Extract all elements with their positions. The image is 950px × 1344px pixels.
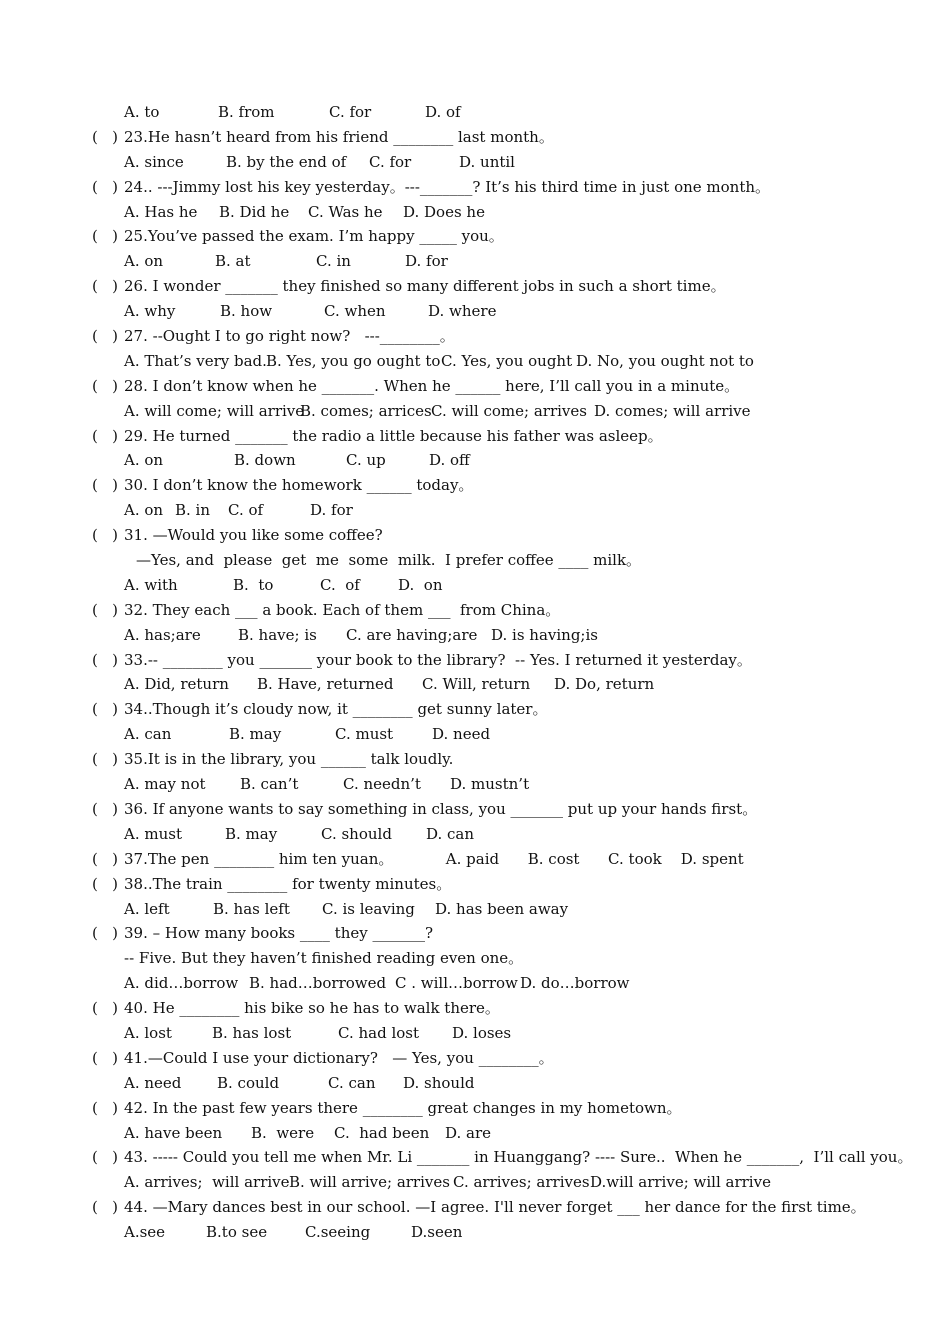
answer-option: C. is leaving [322,899,415,918]
answer-option: A. did…borrow [124,974,239,993]
answer-option: C. had lost [338,1023,420,1042]
question-line [92,1145,912,1170]
options-line [92,1071,912,1096]
question-text: 30. I don’t know the homework ______ today。 [124,476,474,495]
question-text: 44. —Mary dances best in our school. —I agree. I'll never forget ___ her dance for the first time。 [124,1198,866,1217]
answer-blank: ( ) [92,924,119,943]
options-line [92,1121,912,1146]
options-line [92,772,912,797]
answer-option: B. had…borrowed [249,974,387,993]
question-text: 26. I wonder _______ they finished so many different jobs in such a short time。 [124,277,726,296]
answer-option: C. arrives; arrives [453,1173,590,1192]
options-line [92,573,912,598]
answer-option: C. needn’t [343,775,421,794]
answer-option: A.see [124,1223,166,1242]
answer-option: A. on [124,451,164,470]
question-text: 27. --Ought I to go right now? ---________。 [124,327,455,346]
answer-blank: ( ) [92,1048,119,1067]
answer-option: B.to see [206,1223,268,1242]
answer-option: C. are having;are [346,625,478,644]
answer-option: D. are [445,1123,492,1142]
answer-option: A. to [124,103,160,121]
question-line [92,1046,912,1071]
options-line [92,1021,912,1046]
answer-blank: ( ) [92,849,119,868]
options-line [92,399,912,424]
answer-option: B. in [175,501,211,520]
question-line [92,324,912,349]
answer-option: C. should [321,824,392,843]
answer-option: C. can [328,1073,376,1092]
answer-option: B. down [234,451,296,470]
question-line [92,523,912,548]
answer-option: D. of [425,103,461,121]
answer-blank: ( ) [92,177,119,196]
answer-option: B. at [215,252,251,271]
answer-option: C. Yes, you ought [441,351,573,370]
question-line [92,872,912,897]
answer-option: A. on [124,252,164,271]
question-line [92,473,912,498]
question-line [92,424,912,449]
question-line [92,224,912,249]
answer-option: D.will arrive; will arrive [590,1173,771,1192]
answer-blank: ( ) [92,526,119,545]
question-text: 31. —Would you like some coffee? [124,526,383,545]
answer-option: B. were [251,1123,315,1142]
answer-option: B. Did he [219,202,290,221]
answer-blank: ( ) [92,874,119,893]
answer-option: B. how [220,302,273,321]
answer-option: D. on [398,575,443,594]
question-continuation [92,548,912,573]
question-text: 34..Though it’s cloudy now, it ________ get sunny later。 [124,700,548,719]
question-line [92,996,912,1021]
answer-option: B. could [217,1073,280,1092]
answer-option: C. up [346,451,386,470]
question-list [92,100,912,1245]
answer-option: C. Was he [308,202,383,221]
answer-blank: ( ) [92,799,119,818]
question-text: 40. He ________ his bike so he has to walk there。 [124,999,500,1018]
answer-option: D. loses [452,1023,512,1042]
options-line [92,249,912,274]
question-text: 37.The pen ________ him ten yuan。 A. paid B. cost C. took D. spent [124,849,744,868]
question-text: 25.You’ve passed the exam. I’m happy _____ you。 [124,227,504,246]
answer-option: A. with [124,575,178,594]
answer-option: D. comes; will arrive [594,401,751,420]
answer-option: D. Does he [403,202,485,221]
question-text: 28. I don’t know when he _______. When he ______ here, I’ll call you in a minute。 [124,376,740,395]
answer-option: D. need [432,725,491,744]
answer-option: D. do…borrow [520,974,630,993]
answer-option: C. Will, return [422,675,531,694]
answer-option: A. why [124,302,176,321]
answer-option: A. That’s very bad. [124,351,267,370]
answer-option: A. Has he [124,202,198,221]
answer-option: C. had been [334,1123,430,1142]
question-line [92,921,912,946]
answer-blank: ( ) [92,1198,119,1217]
answer-blank: ( ) [92,426,119,445]
answer-option: A. left [124,899,170,918]
question-text: 41.—Could I use your dictionary? — Yes, you ________。 [124,1048,554,1067]
answer-option: A. Did, return [124,675,229,694]
answer-option: D.seen [411,1223,463,1242]
answer-option: D. for [310,501,353,520]
answer-option: B. will arrive; arrives [289,1173,450,1192]
answer-blank: ( ) [92,227,119,246]
answer-blank: ( ) [92,600,119,619]
answer-option: D. has been away [435,899,569,918]
question-line [92,175,912,200]
answer-option: B. comes; arrices [300,401,432,420]
answer-option: A. will come; will arrive [124,401,305,420]
options-line [92,623,912,648]
answer-option: B. to [233,575,274,594]
answer-option: B. has left [213,899,290,918]
answer-option: B. by the end of [226,152,347,171]
answer-option: B. can’t [240,775,299,794]
answer-option: A. must [124,824,182,843]
answer-option: A. has;are [124,625,201,644]
answer-option: C. will come; arrives [431,401,587,420]
options-line [92,150,912,175]
question-line [92,598,912,623]
options-line [92,1170,912,1195]
question-text: 38..The train ________ for twenty minutes。 [124,874,452,893]
answer-option: C.seeing [305,1223,371,1242]
answer-option: C. when [324,302,386,321]
answer-option: A. on [124,501,164,520]
question-text: 32. They each ___ a book. Each of them ___ from China。 [124,600,561,619]
answer-blank: ( ) [92,700,119,719]
answer-option: C. must [335,725,394,744]
answer-option: -- Five. But they haven’t finished reading even one。 [124,949,524,968]
answer-option: D. where [428,302,497,321]
question-text: 39. – How many books ____ they _______? [124,924,434,943]
question-text: 43. ----- Could you tell me when Mr. Li _______ in Huanggang? ---- Sure.. When he _______, I’ll call you。 [124,1148,913,1167]
answer-blank: ( ) [92,999,119,1018]
question-line [92,797,912,822]
question-line [92,697,912,722]
options-line [92,448,912,473]
answer-option: A. arrives; will arrive [124,1173,290,1192]
options-line [92,100,912,125]
question-line [92,1096,912,1121]
answer-blank: ( ) [92,277,119,296]
question-text: 33.-- ________ you _______ your book to the library? -- Yes. I returned it yesterday。 [124,650,752,669]
answer-option: B. may [225,824,278,843]
options-line [92,946,912,971]
question-line [92,125,912,150]
question-line [92,648,912,673]
answer-option: D. for [405,252,448,271]
answer-option: C. for [329,103,372,121]
options-line [92,672,912,697]
answer-option: D. No, you ought not to [576,351,754,370]
question-line [92,274,912,299]
options-line [92,1220,912,1245]
question-line [92,1195,912,1220]
question-text: —Yes, and please get me some milk. I prefer coffee ____ milk。 [136,551,642,570]
answer-option: C. of [228,501,264,520]
answer-blank: ( ) [92,476,119,495]
answer-option: D. until [459,152,515,171]
answer-option: B. Yes, you go ought to [266,351,441,370]
answer-option: B. has lost [212,1023,292,1042]
question-text: 24.. ---Jimmy lost his key yesterday。---_______? It’s his third time in just one month。 [124,177,771,196]
answer-option: C. in [316,252,351,271]
question-text: 23.He hasn’t heard from his friend ________ last month。 [124,127,554,146]
answer-option: B. Have, returned [257,675,394,694]
answer-option: D. is having;is [491,625,598,644]
answer-option: B. have; is [238,625,317,644]
question-line [92,747,912,772]
answer-option: D. off [429,451,470,470]
answer-option: A. may not [124,775,206,794]
answer-option: A. can [124,725,172,744]
answer-blank: ( ) [92,376,119,395]
answer-option: A. lost [124,1023,172,1042]
answer-option: B. from [218,103,275,121]
question-text: 42. In the past few years there ________ great changes in my hometown。 [124,1098,682,1117]
answer-option: D. Do, return [554,675,655,694]
answer-option: A. have been [124,1123,223,1142]
options-line [92,722,912,747]
options-line [92,200,912,225]
options-line [92,498,912,523]
answer-option: C. for [369,152,412,171]
options-line [92,897,912,922]
question-line [92,374,912,399]
answer-blank: ( ) [92,750,119,769]
answer-option: A. need [124,1073,182,1092]
answer-blank: ( ) [92,127,119,146]
answer-blank: ( ) [92,327,119,346]
answer-option: D. can [426,824,475,843]
question-text: 36. If anyone wants to say something in class, you _______ put up your hands first。 [124,799,758,818]
answer-option: B. may [229,725,282,744]
question-line [92,847,912,872]
options-line [92,822,912,847]
question-text: 35.It is in the library, you ______ talk loudly. [124,750,454,769]
answer-option: A. since [124,152,184,171]
answer-blank: ( ) [92,1098,119,1117]
answer-blank: ( ) [92,650,119,669]
options-line [92,971,912,996]
answer-blank: ( ) [92,1148,119,1167]
answer-option: C . will…borrow [395,974,518,993]
options-line [92,349,912,374]
answer-option: D. mustn’t [450,775,530,794]
answer-option: D. should [403,1073,475,1092]
question-text: 29. He turned _______ the radio a little because his father was asleep。 [124,426,663,445]
options-line [92,299,912,324]
answer-option: C. of [320,575,360,594]
